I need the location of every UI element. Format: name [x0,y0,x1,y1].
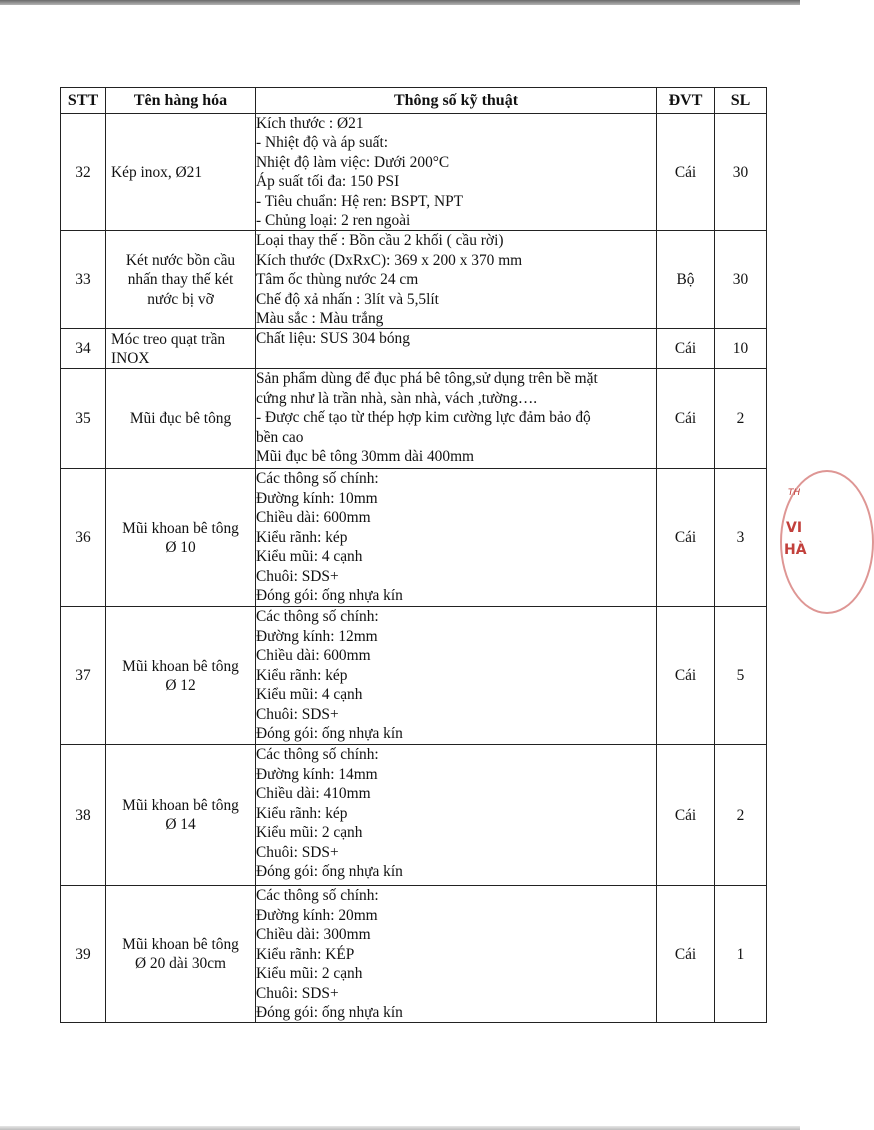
spec-line: Kiểu rãnh: kép [256,804,348,822]
spec-line: Chiều dài: 600mm [256,647,371,665]
spec-line: Các thông số chính: [256,887,379,905]
cell-quantity: 3 [715,469,767,607]
spec-line: Chế độ xả nhấn : 3lít và 5,5lít [256,290,439,308]
cell-unit: Cái [657,114,715,231]
spec-line: Kích thước (DxRxC): 369 x 200 x 370 mm [256,251,523,269]
spec-line: cứng như là trần nhà, sàn nhà, vách ,tường…. [256,389,538,407]
table-row [61,114,767,231]
spec-line: Màu sắc : Màu trắng [256,310,384,328]
seal-text-2: HÀ [784,542,807,558]
cell-unit: Cái [657,745,715,886]
cell-item-name [106,329,256,369]
spec-line: Nhiệt độ làm việc: Dưới 200°C [256,153,450,171]
spec-line: Đường kính: 10mm [256,489,378,507]
spec-line: Kiểu rãnh: KÉP [256,945,355,963]
spec-line: Chuôi: SDS+ [256,984,339,1002]
spec-line: Áp suất tối đa: 150 PSI [256,173,400,191]
spec-line: Các thông số chính: [256,746,379,764]
item-name-line: nhấn thay thế két [127,271,234,289]
header-spec: Thông số kỹ thuật [256,88,657,114]
spec-line: - Được chế tạo từ thép hợp kim cường lực đảm bảo độ [256,409,591,427]
spec-line: Kích thước : Ø21 [256,115,364,132]
spec-line: - Nhiệt độ và áp suất: [256,134,389,152]
cell-stt: 39 [61,886,106,1023]
header-qty: SL [715,88,767,114]
cell-quantity: 2 [715,745,767,886]
cell-item-name [106,231,256,329]
spec-line: Đóng gói: ống nhựa kín [256,724,403,742]
table-row [61,886,767,1023]
item-name-line: Ø 14 [165,816,196,834]
item-name-line: Két nước bồn cầu [125,251,236,269]
cell-stt: 33 [61,231,106,329]
cell-specification [256,369,657,469]
cell-item-name [106,114,256,231]
spec-line: Kiểu mũi: 2 cạnh [256,824,363,842]
item-name-line: nước bị vỡ [147,290,214,308]
cell-quantity: 30 [715,231,767,329]
cell-item-name [106,469,256,607]
header-name: Tên hàng hóa [106,88,256,114]
cell-specification [256,329,657,369]
spec-line: Chuôi: SDS+ [256,567,339,585]
table-body [61,114,767,1023]
item-name-line: Móc treo quạt trần [111,330,226,348]
spec-line: Đường kính: 20mm [256,906,378,924]
cell-stt: 32 [61,114,106,231]
cell-unit: Bộ [657,231,715,329]
specification-table [60,87,767,1023]
item-name-line: Mũi khoan bê tông [122,519,239,537]
spec-line: Kiểu mũi: 2 cạnh [256,965,363,983]
cell-quantity: 2 [715,369,767,469]
header-stt: STT [61,88,106,114]
spec-line: Kiểu rãnh: kép [256,666,348,684]
cell-quantity: 30 [715,114,767,231]
spec-line: Kiểu rãnh: kép [256,528,348,546]
spec-line: Chiều dài: 410mm [256,785,371,803]
cell-stt: 34 [61,329,106,369]
cell-specification [256,886,657,1023]
cell-item-name [106,369,256,469]
spec-line: Các thông số chính: [256,470,379,488]
spec-line: Chất liệu: SUS 304 bóng [256,330,410,348]
cell-unit: Cái [657,607,715,745]
item-name-line: Ø 10 [165,538,196,556]
cell-stt: 37 [61,607,106,745]
spec-line: Kiểu mũi: 4 cạnh [256,548,363,566]
table-row [61,329,767,369]
spec-line: Các thông số chính: [256,608,379,626]
cell-specification [256,114,657,231]
table-row [61,469,767,607]
item-name-line: Mũi đục bê tông [129,410,232,428]
spec-line: Đường kính: 14mm [256,765,378,783]
spec-line: Tâm ốc thùng nước 24 cm [256,271,419,289]
cell-specification [256,469,657,607]
spec-line: Sản phẩm dùng để đục phá bê tông,sử dụng trên bề mặt [256,370,598,388]
spec-line: Đóng gói: ống nhựa kín [256,586,403,604]
seal-text-1: VI [786,520,803,536]
cell-unit: Cái [657,329,715,369]
spec-line: - Chủng loại: 2 ren ngoài [256,212,411,230]
seal-text-small: TH [788,488,801,498]
spec-line: Chuôi: SDS+ [256,843,339,861]
red-seal-stamp [770,470,830,620]
item-name-line: Mũi khoan bê tông [122,797,239,815]
spec-line: Đóng gói: ống nhựa kín [256,1003,403,1021]
item-name-line: Mũi khoan bê tông [122,657,239,675]
cell-unit: Cái [657,469,715,607]
table-row [61,607,767,745]
header-unit: ĐVT [657,88,715,114]
spec-line: Mũi đục bê tông 30mm dài 400mm [256,448,475,466]
spec-line: Đóng gói: ống nhựa kín [256,862,403,880]
spec-line: - Tiêu chuẩn: Hệ ren: BSPT, NPT [256,192,464,210]
cell-quantity: 5 [715,607,767,745]
item-name-line: INOX [111,349,150,367]
table-row [61,745,767,886]
table-row [61,369,767,469]
spec-line: Chiều dài: 300mm [256,926,371,944]
item-name-line: Kép inox, Ø21 [111,163,203,181]
cell-stt: 36 [61,469,106,607]
cell-unit: Cái [657,886,715,1023]
item-name-line: Ø 12 [165,676,196,694]
cell-item-name [106,886,256,1023]
spec-line: Chuôi: SDS+ [256,705,339,723]
cell-quantity: 1 [715,886,767,1023]
item-name-line: Mũi khoan bê tông [122,935,239,953]
item-name-line: Ø 20 dài 30cm [134,955,227,973]
cell-specification [256,607,657,745]
scan-edge-bottom [0,1126,800,1130]
cell-unit: Cái [657,369,715,469]
table-header-row [61,88,767,114]
scan-edge-top [0,0,800,5]
cell-stt: 35 [61,369,106,469]
cell-specification [256,745,657,886]
spec-line: Đường kính: 12mm [256,627,378,645]
spec-line: bền cao [256,428,304,446]
spec-line: Loại thay thế : Bồn cầu 2 khối ( cầu rời) [256,232,504,250]
cell-quantity: 10 [715,329,767,369]
cell-item-name [106,745,256,886]
cell-stt: 38 [61,745,106,886]
spec-line: Chiều dài: 600mm [256,509,371,527]
cell-item-name [106,607,256,745]
cell-specification [256,231,657,329]
spec-line: Kiểu mũi: 4 cạnh [256,686,363,704]
table-row [61,231,767,329]
